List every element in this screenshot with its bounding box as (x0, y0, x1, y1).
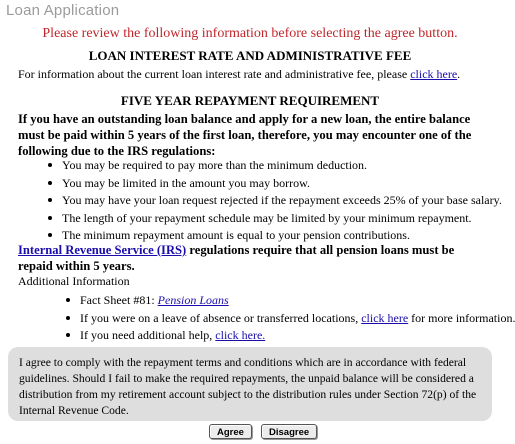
leave-suffix: for more information. (408, 310, 515, 325)
review-notice: Please review the following information before selecting the agree button. (42, 26, 458, 41)
list-item: The minimum repayment amount is equal to your pension contributions. (62, 227, 502, 245)
list-item (80, 292, 515, 310)
five-year-text: If you have an outstanding loan balance and apply for a new loan, the entire balance must be paid within 5 years of the first loan, therefore, you may encounter one of the following due to the IRS regulations: (18, 112, 472, 158)
irs-link[interactable]: Internal Revenue Service (IRS) (18, 243, 187, 257)
irs-requirement-text: regulations require that all pension loans must be repaid within 5 years. (18, 243, 455, 273)
list-item (80, 310, 515, 328)
rate-fee-period: . (457, 67, 461, 81)
window-title: Loan Application (6, 2, 120, 19)
rate-fee-link[interactable]: click here (410, 67, 458, 81)
disagree-button[interactable]: Disagree (261, 424, 317, 439)
agreement-text: I agree to comply with the repayment terms and conditions which are in accordance with federal guidelines. Should I fail to make the required repayments, the unpaid balance will be considered a distribution from my retirement account subject to the distribution rules under Section 72(p) of the Internal Revenue Code. (8, 347, 492, 421)
rate-fee-heading: LOAN INTEREST RATE AND ADMINISTRATIVE FEE (88, 48, 412, 63)
list-item (80, 327, 515, 345)
irs-requirement (18, 242, 492, 274)
leave-info-link[interactable]: click here (361, 310, 409, 325)
help-prefix: If you need additional help, (80, 328, 216, 342)
list-item: The length of your repayment schedule may be limited by your minimum repayment. (62, 210, 502, 228)
pension-loans-link-text: Pension Loans (157, 293, 229, 307)
five-year-heading: FIVE YEAR REPAYMENT REQUIREMENT (120, 93, 380, 108)
additional-info-label: Additional Information (18, 274, 130, 288)
rate-fee-text (18, 67, 460, 82)
leave-prefix: If you were on a leave of absence or transferred locations, (80, 310, 362, 325)
fact-sheet-prefix: Fact Sheet #81: (80, 293, 158, 307)
list-item: You may have your loan request rejected if the repayment exceeds 25% of your base salary. (62, 192, 502, 210)
irs-consequence-list (62, 157, 502, 245)
list-item: You may be required to pay more than the minimum deduction. (62, 157, 502, 175)
additional-info-list (80, 292, 515, 345)
help-link[interactable]: click here. (215, 328, 266, 342)
pension-loans-link[interactable] (158, 293, 229, 307)
agree-button[interactable]: Agree (209, 424, 252, 439)
list-item: You may be limited in the amount you may borrow. (62, 175, 502, 193)
rate-fee-sentence: For information about the current loan interest rate and administrative fee, please (18, 67, 411, 81)
